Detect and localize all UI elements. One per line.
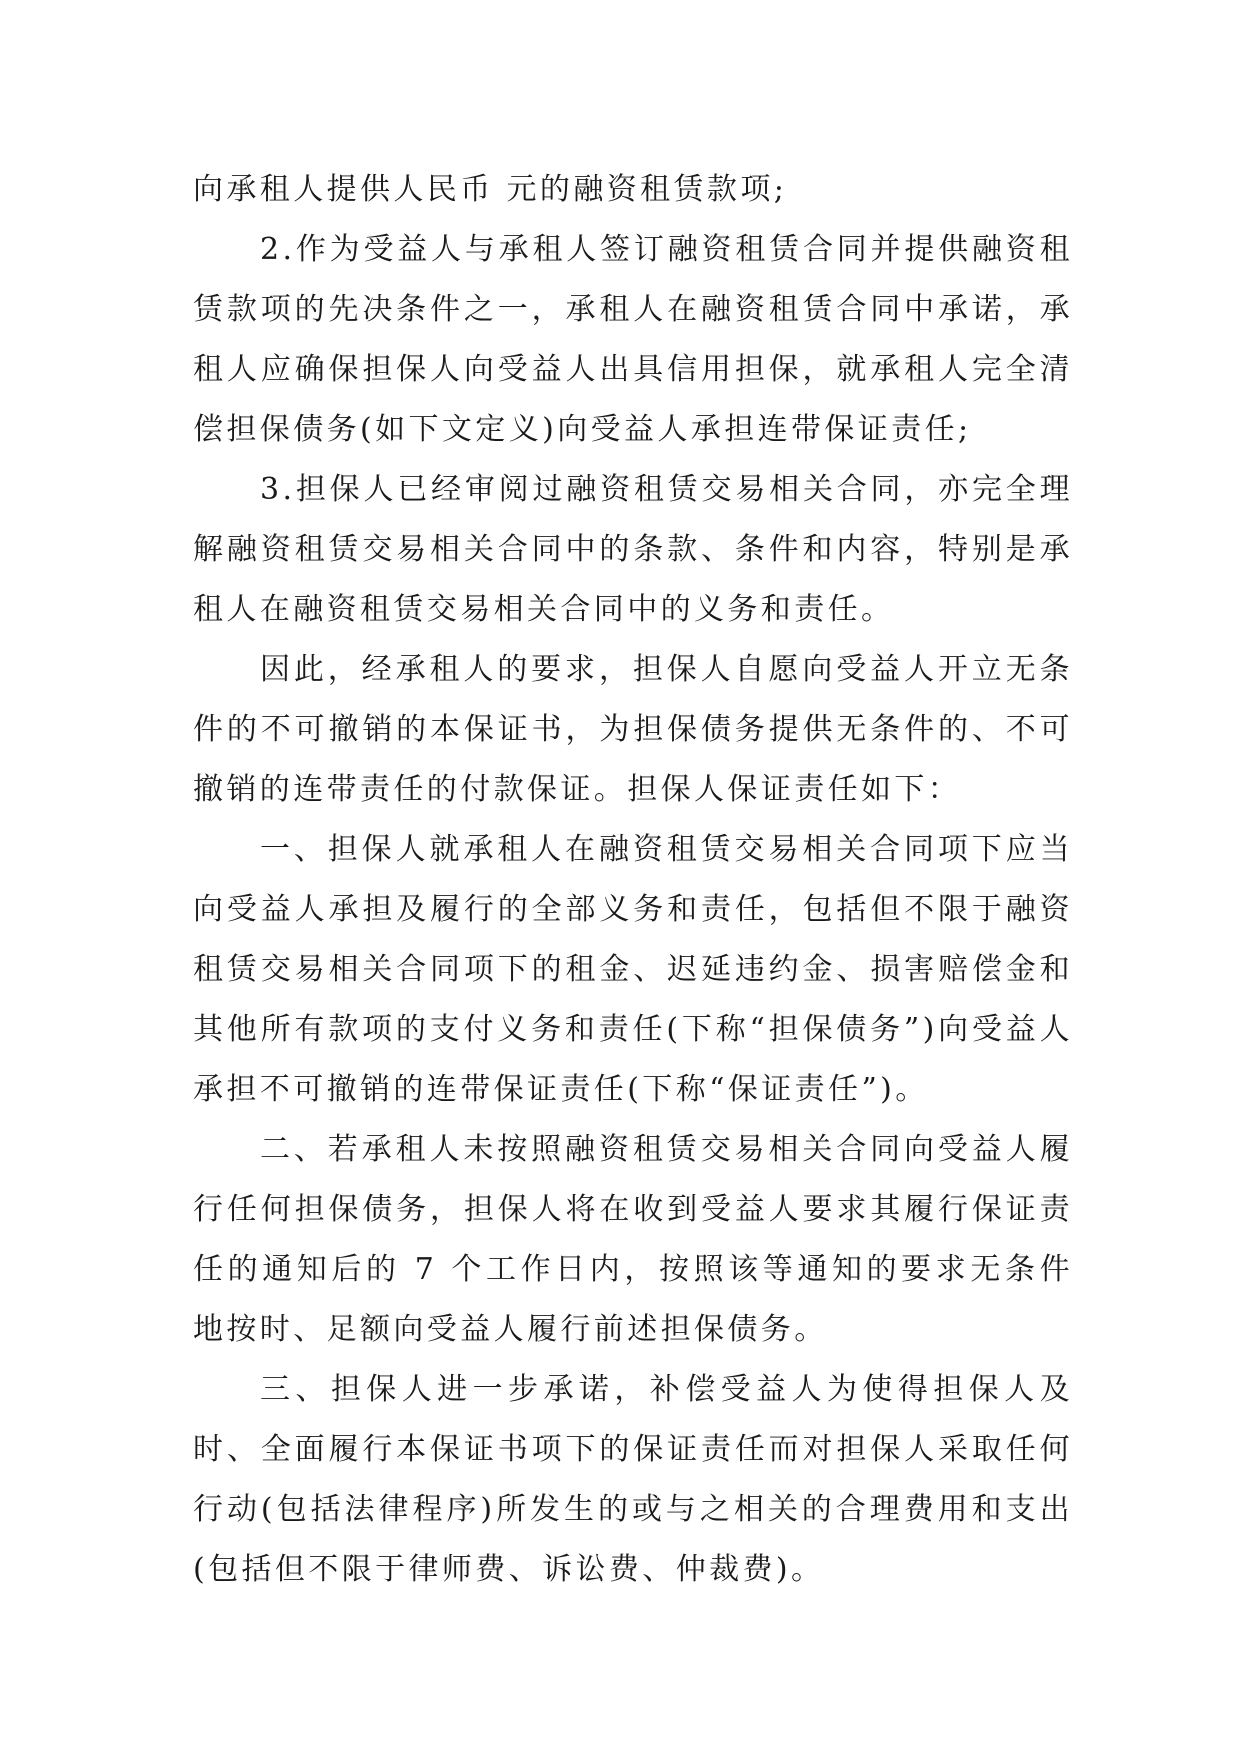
paragraph-lease-amount: 向承租人提供人民币 元的融资租赁款项; xyxy=(193,172,788,207)
document-body xyxy=(193,160,1073,1600)
paragraph-article-2: 二、若承租人未按照融资租赁交易相关合同向受益人履行任何担保债务，担保人将在收到受益人要求其履行保证责任的通知后的 7 个工作日内，按照该等通知的要求无条件地按时、足额向受益人履行前述担保债务。 xyxy=(193,1132,1073,1347)
paragraph-therefore: 因此，经承租人的要求，担保人自愿向受益人开立无条件的不可撤销的本保证书，为担保债务提供无条件的、不可撤销的连带责任的付款保证。担保人保证责任如下： xyxy=(193,652,1073,807)
paragraph-clause-3: 3.担保人已经审阅过融资租赁交易相关合同，亦完全理解融资租赁交易相关合同中的条款、条件和内容，特别是承租人在融资租赁交易相关合同中的义务和责任。 xyxy=(193,472,1073,627)
paragraph-clause-2: 2.作为受益人与承租人签订融资租赁合同并提供融资租赁款项的先决条件之一，承租人在融资租赁合同中承诺，承租人应确保担保人向受益人出具信用担保，就承租人完全清偿担保债务(如下文定义)向受益人承担连带保证责任; xyxy=(193,232,1073,447)
paragraph-article-1: 一、担保人就承租人在融资租赁交易相关合同项下应当向受益人承担及履行的全部义务和责任，包括但不限于融资租赁交易相关合同项下的租金、迟延违约金、损害赔偿金和其他所有款项的支付义务和责任(下称“担保债务”)向受益人承担不可撤销的连带保证责任(下称“保证责任”)。 xyxy=(193,832,1073,1107)
paragraph-article-3: 三、担保人进一步承诺，补偿受益人为使得担保人及时、全面履行本保证书项下的保证责任而对担保人采取任何行动(包括法律程序)所发生的或与之相关的合理费用和支出(包括但不限于律师费、诉讼费、仲裁费)。 xyxy=(193,1372,1073,1587)
